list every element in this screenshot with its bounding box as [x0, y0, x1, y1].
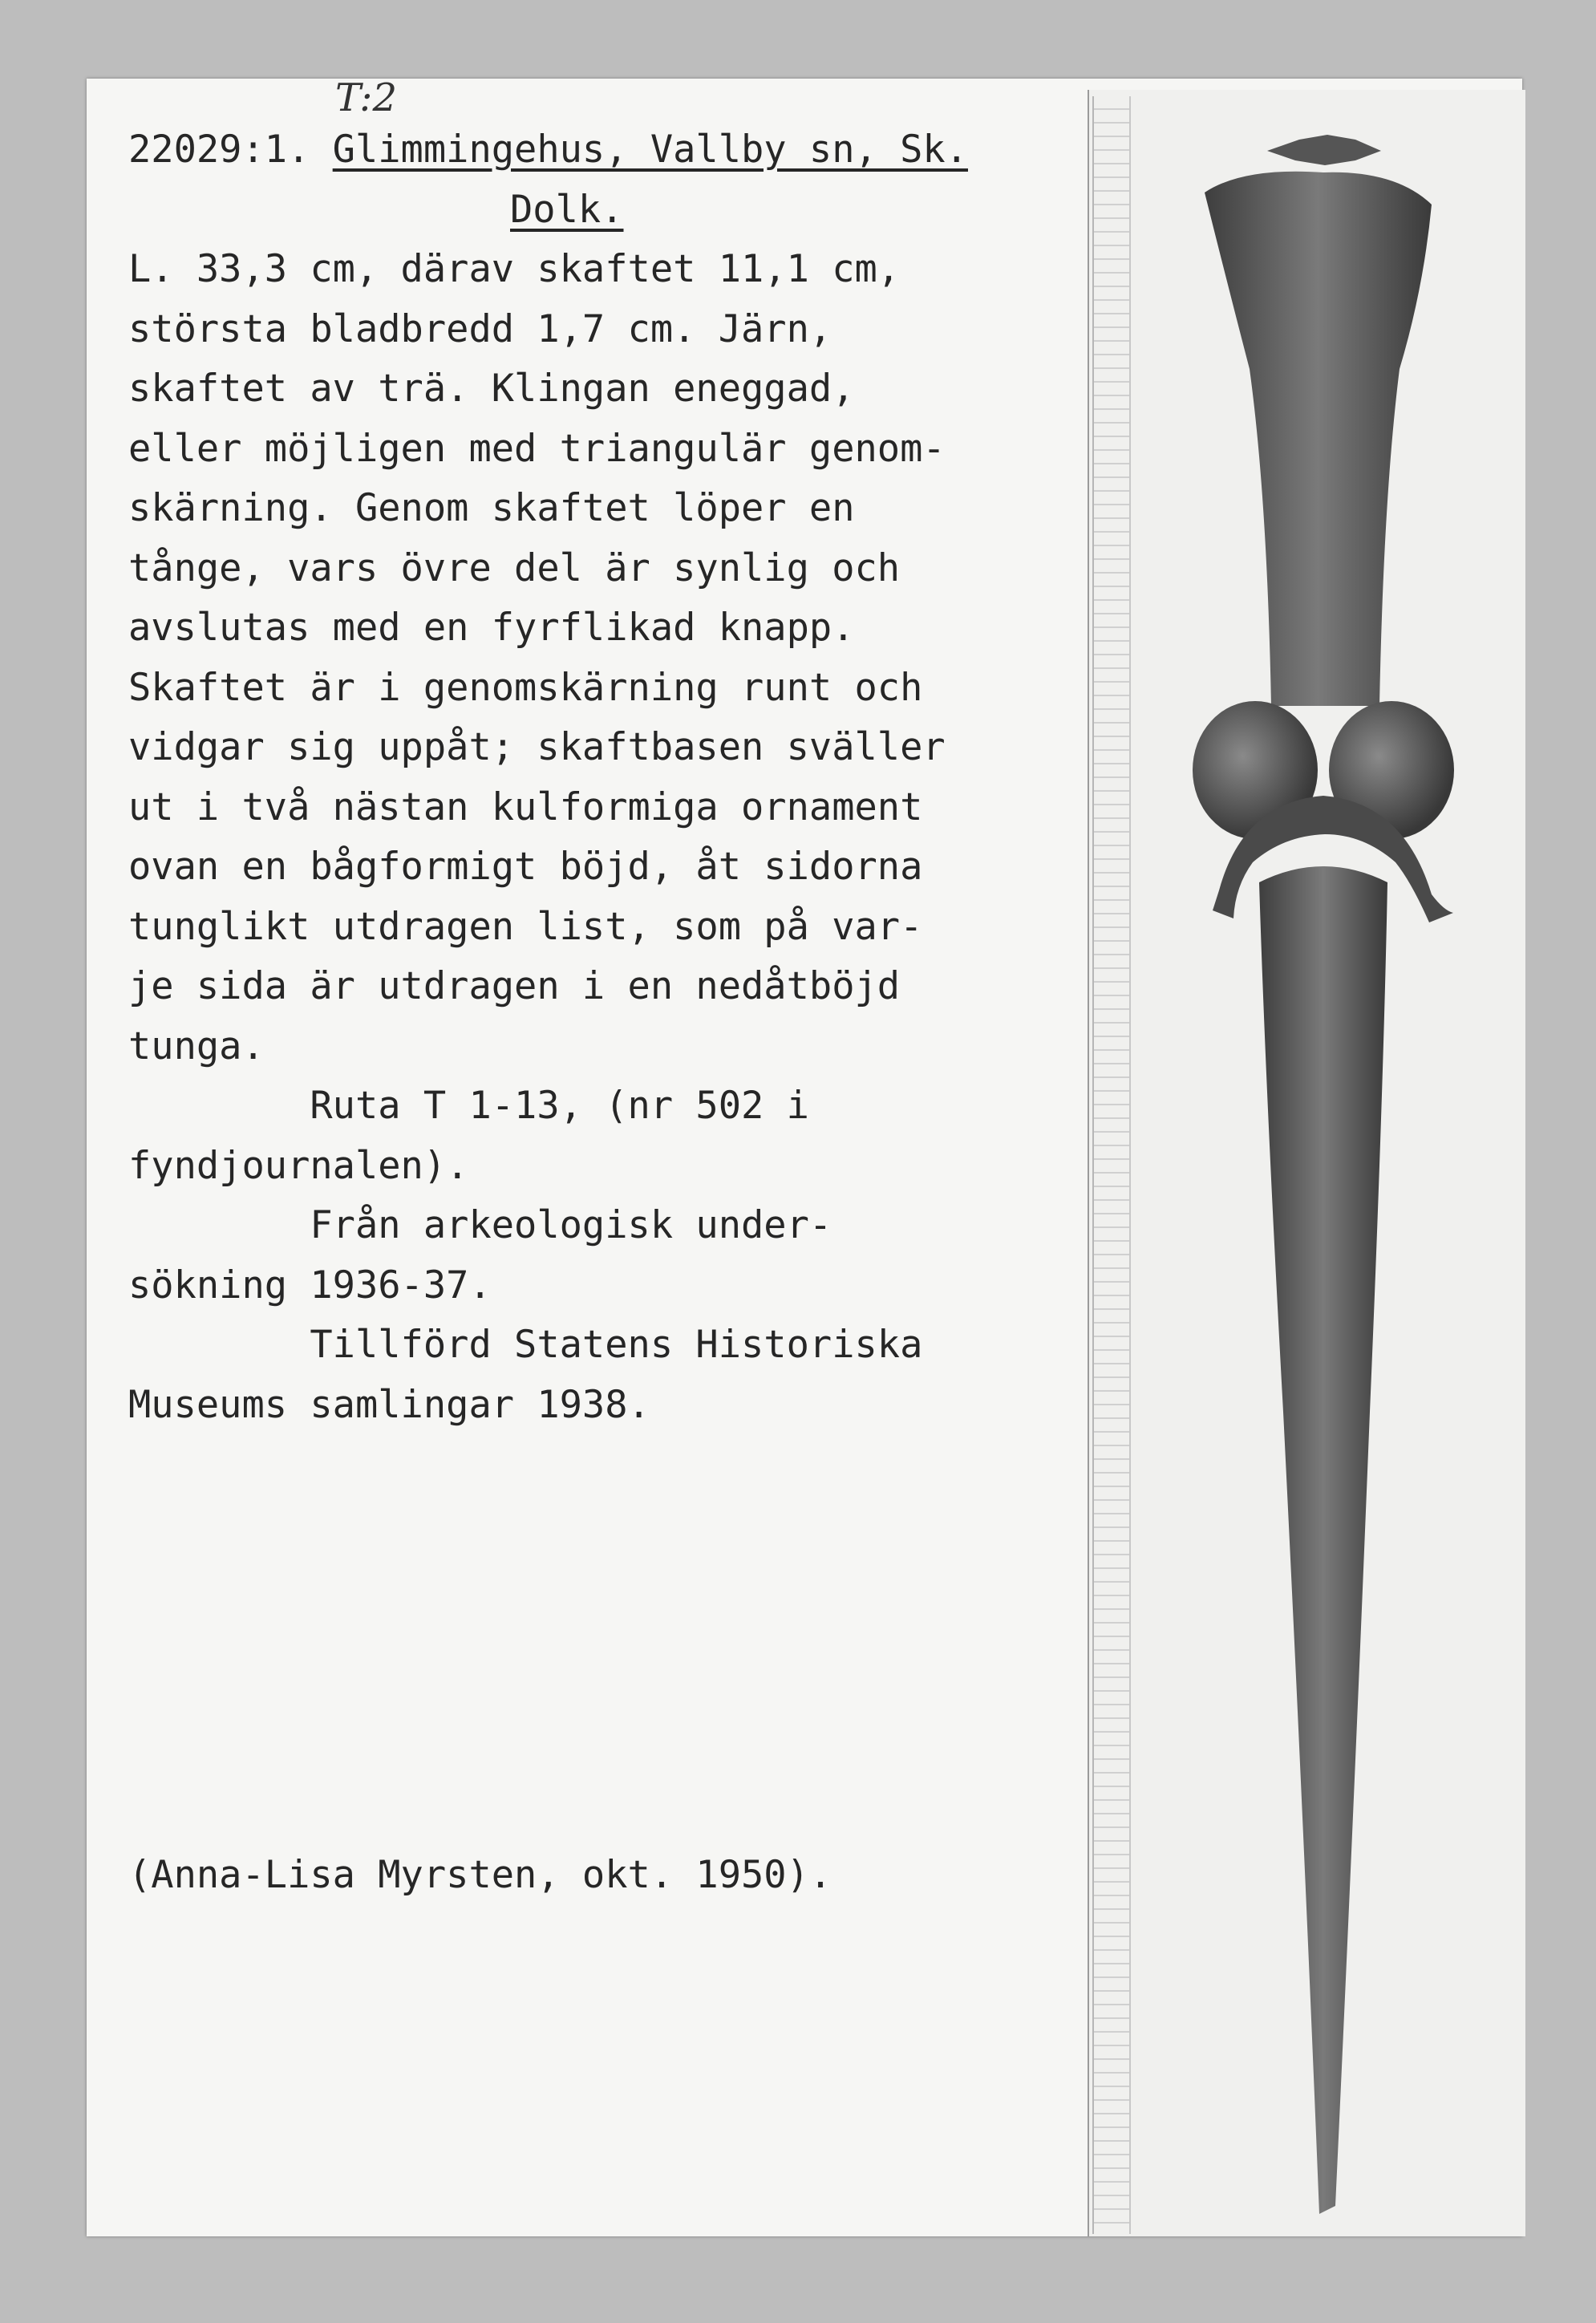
- catalogue-number: 22029:1.: [128, 128, 310, 172]
- handwritten-note: T:2: [335, 75, 398, 120]
- find-line: Från arkeologisk under-: [128, 1203, 832, 1247]
- measuring-ruler: [1092, 96, 1131, 2234]
- find-line: Ruta T 1-13, (nr 502 i: [128, 1084, 809, 1128]
- desc-line: je sida är utdragen i en nedåtböjd: [128, 964, 901, 1008]
- header-line: [128, 120, 1075, 180]
- desc-line: ovan en bågformigt böjd, åt sidorna: [128, 845, 923, 889]
- desc-line: vidgar sig uppåt; skaftbasen sväller: [128, 725, 946, 769]
- find-line: fyndjournalen).: [128, 1143, 469, 1188]
- dagger-blade: [1259, 866, 1387, 2214]
- desc-line: tunglikt utdragen list, som på var-: [128, 904, 923, 949]
- find-line: Museums samlingar 1938.: [128, 1382, 650, 1427]
- signature-line: (Anna-Lisa Myrsten, okt. 1950).: [128, 1853, 832, 1897]
- title-line: [128, 180, 1075, 241]
- find-line: sökning 1936-37.: [128, 1263, 492, 1307]
- dagger-photo: [1155, 128, 1492, 2230]
- find-line: Tillförd Statens Historiska: [128, 1323, 923, 1367]
- desc-line: avslutas med en fyrflikad knapp.: [128, 606, 855, 650]
- card-text: [128, 120, 1075, 1435]
- desc-line: tånge, vars övre del är synlig och: [128, 545, 901, 590]
- dagger-grip: [1205, 172, 1432, 706]
- pommel-knob: [1267, 135, 1381, 165]
- object-title: Dolk.: [510, 187, 624, 232]
- desc-line: Skaftet är i genomskärning runt och: [128, 665, 923, 710]
- desc-line: största bladbredd 1,7 cm. Järn,: [128, 306, 832, 351]
- desc-line: tunga.: [128, 1024, 265, 1068]
- desc-line: ut i två nästan kulformiga ornament: [128, 784, 923, 829]
- locality: Glimmingehus, Vallby sn, Sk.: [332, 128, 968, 172]
- desc-line: skaftet av trä. Klingan eneggad,: [128, 367, 855, 411]
- desc-line: eller möjligen med triangulär genom-: [128, 426, 946, 471]
- desc-line: skärning. Genom skaftet löper en: [128, 486, 855, 530]
- desc-line: L. 33,3 cm, därav skaftet 11,1 cm,: [128, 247, 901, 291]
